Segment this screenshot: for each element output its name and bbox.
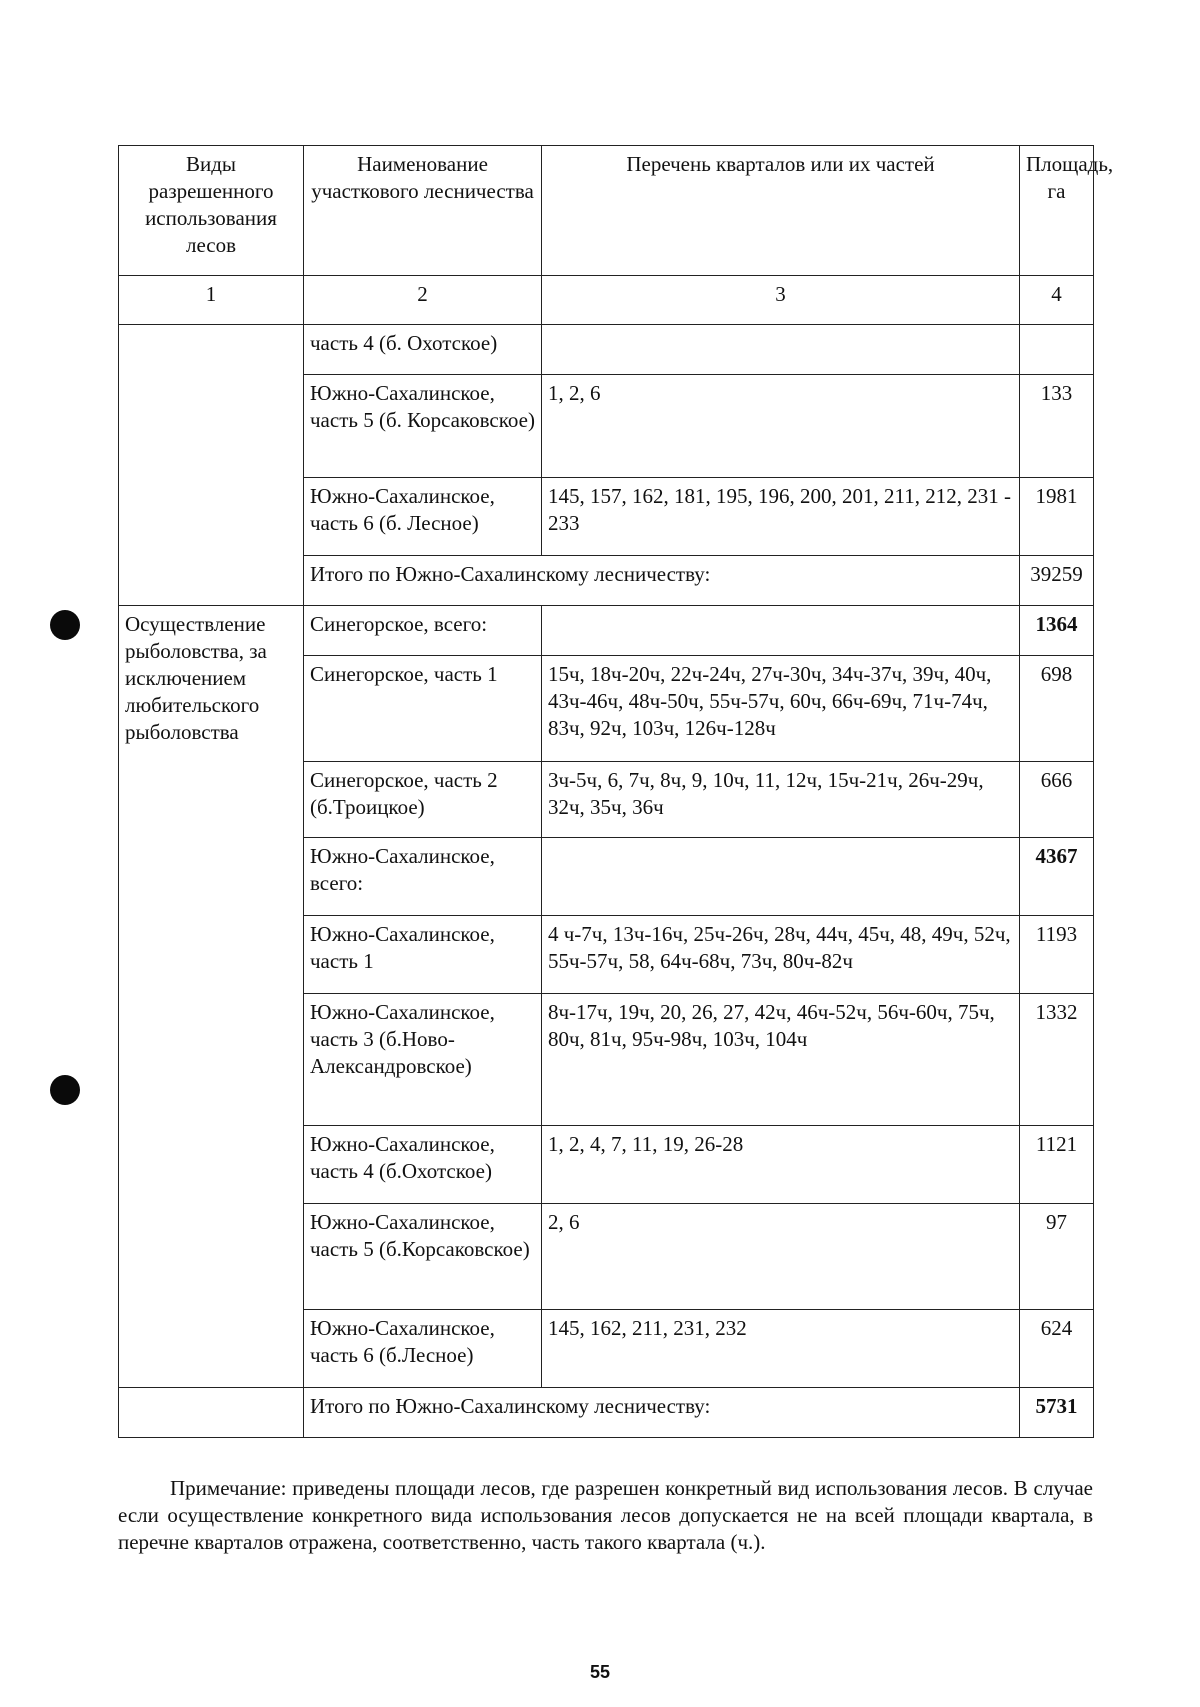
area-value: 133 xyxy=(1020,375,1094,478)
header-row xyxy=(119,146,1094,276)
col-number-3: 3 xyxy=(542,276,1020,325)
quarters-list: 4 ч-7ч, 13ч-16ч, 25ч-26ч, 28ч, 44ч, 45ч, 48, 49ч, 52ч, 55ч-57ч, 58, 64ч-68ч, 73ч, 80ч-82ч xyxy=(542,916,1020,994)
quarters-list xyxy=(542,606,1020,656)
area-value: 1981 xyxy=(1020,478,1094,556)
quarters-list: 8ч-17ч, 19ч, 20, 26, 27, 42ч, 46ч-52ч, 56ч-60ч, 75ч, 80ч, 81ч, 95ч-98ч, 103ч, 104ч xyxy=(542,994,1020,1126)
forestry-name: часть 4 (б. Охотское) xyxy=(304,325,542,375)
column-number-row xyxy=(119,276,1094,325)
area-value xyxy=(1020,325,1094,375)
total-label: Итого по Южно-Сахалинскому лесничеству: xyxy=(304,556,1020,606)
total-area: 39259 xyxy=(1020,556,1094,606)
area-value: 1364 xyxy=(1020,606,1094,656)
header-quarters: Перечень кварталов или их частей xyxy=(542,146,1020,276)
table-row xyxy=(119,325,1094,375)
header-area: Площадь, га xyxy=(1020,146,1094,276)
forestry-name: Синегорское, часть 2 (б.Троицкое) xyxy=(304,762,542,838)
total-row xyxy=(119,1388,1094,1438)
quarters-list: 15ч, 18ч-20ч, 22ч-24ч, 27ч-30ч, 34ч-37ч, 39ч, 40ч, 43ч-46ч, 48ч-50ч, 55ч-57ч, 60ч, 66ч-69ч, 71ч-74ч, 83ч, 92ч, 103ч, 126ч-128ч xyxy=(542,656,1020,762)
forestry-name: Южно-Сахалинское, часть 3 (б.Ново-Александровское) xyxy=(304,994,542,1126)
forestry-name: Южно-Сахалинское, часть 6 (б. Лесное) xyxy=(304,478,542,556)
page-number: 55 xyxy=(589,1662,611,1682)
area-value: 1332 xyxy=(1020,994,1094,1126)
area-value: 1121 xyxy=(1020,1126,1094,1204)
area-value: 1193 xyxy=(1020,916,1094,994)
forestry-name: Южно-Сахалинское, часть 6 (б.Лесное) xyxy=(304,1310,542,1388)
forestry-name: Южно-Сахалинское, часть 4 (б.Охотское) xyxy=(304,1126,542,1204)
forestry-name: Синегорское, всего: xyxy=(304,606,542,656)
header-forestry-name: Наименование участкового лесничества xyxy=(304,146,542,276)
forestry-name: Синегорское, часть 1 xyxy=(304,656,542,762)
quarters-list xyxy=(542,838,1020,916)
header-kind: Виды разрешенного использования лесов xyxy=(119,146,304,276)
forest-use-table xyxy=(118,145,1114,1438)
kind-cell-empty xyxy=(119,1388,304,1438)
quarters-list: 1, 2, 4, 7, 11, 19, 26-28 xyxy=(542,1126,1020,1204)
forestry-name: Южно-Сахалинское, всего: xyxy=(304,838,542,916)
kind-cell-empty xyxy=(119,325,304,606)
forestry-name: Южно-Сахалинское, часть 1 xyxy=(304,916,542,994)
col-number-1: 1 xyxy=(119,276,304,325)
total-area: 5731 xyxy=(1020,1388,1094,1438)
quarters-list: 145, 157, 162, 181, 195, 196, 200, 201, 211, 212, 231 - 233 xyxy=(542,478,1020,556)
total-label: Итого по Южно-Сахалинскому лесничеству: xyxy=(304,1388,1020,1438)
quarters-list xyxy=(542,325,1020,375)
forestry-name: Южно-Сахалинское, часть 5 (б.Корсаковское) xyxy=(304,1204,542,1310)
quarters-list: 145, 162, 211, 231, 232 xyxy=(542,1310,1020,1388)
quarters-list: 1, 2, 6 xyxy=(542,375,1020,478)
table-note xyxy=(118,1475,1093,1556)
area-value: 4367 xyxy=(1020,838,1094,916)
area-value: 624 xyxy=(1020,1310,1094,1388)
col-number-2: 2 xyxy=(304,276,542,325)
table-row xyxy=(119,606,1094,656)
area-value: 666 xyxy=(1020,762,1094,838)
note-text: Примечание: приведены площади лесов, где разрешен конкретный вид использования лесов. В случае если осуществление конкретного вида использования лесов допускается не на всей площади квартала, в перечне кварталов отражена, соответственно, часть такого квартала (ч.). xyxy=(118,1476,1093,1554)
area-value: 97 xyxy=(1020,1204,1094,1310)
col-number-4: 4 xyxy=(1020,276,1094,325)
kind-of-use: Осуществление рыболовства, за исключением любительского рыболовства xyxy=(119,606,304,1388)
quarters-list: 2, 6 xyxy=(542,1204,1020,1310)
area-value: 698 xyxy=(1020,656,1094,762)
forestry-name: Южно-Сахалинское, часть 5 (б. Корсаковское) xyxy=(304,375,542,478)
punch-hole-bottom xyxy=(50,1075,80,1105)
punch-hole-top xyxy=(50,610,80,640)
quarters-list: 3ч-5ч, 6, 7ч, 8ч, 9, 10ч, 11, 12ч, 15ч-21ч, 26ч-29ч, 32ч, 35ч, 36ч xyxy=(542,762,1020,838)
